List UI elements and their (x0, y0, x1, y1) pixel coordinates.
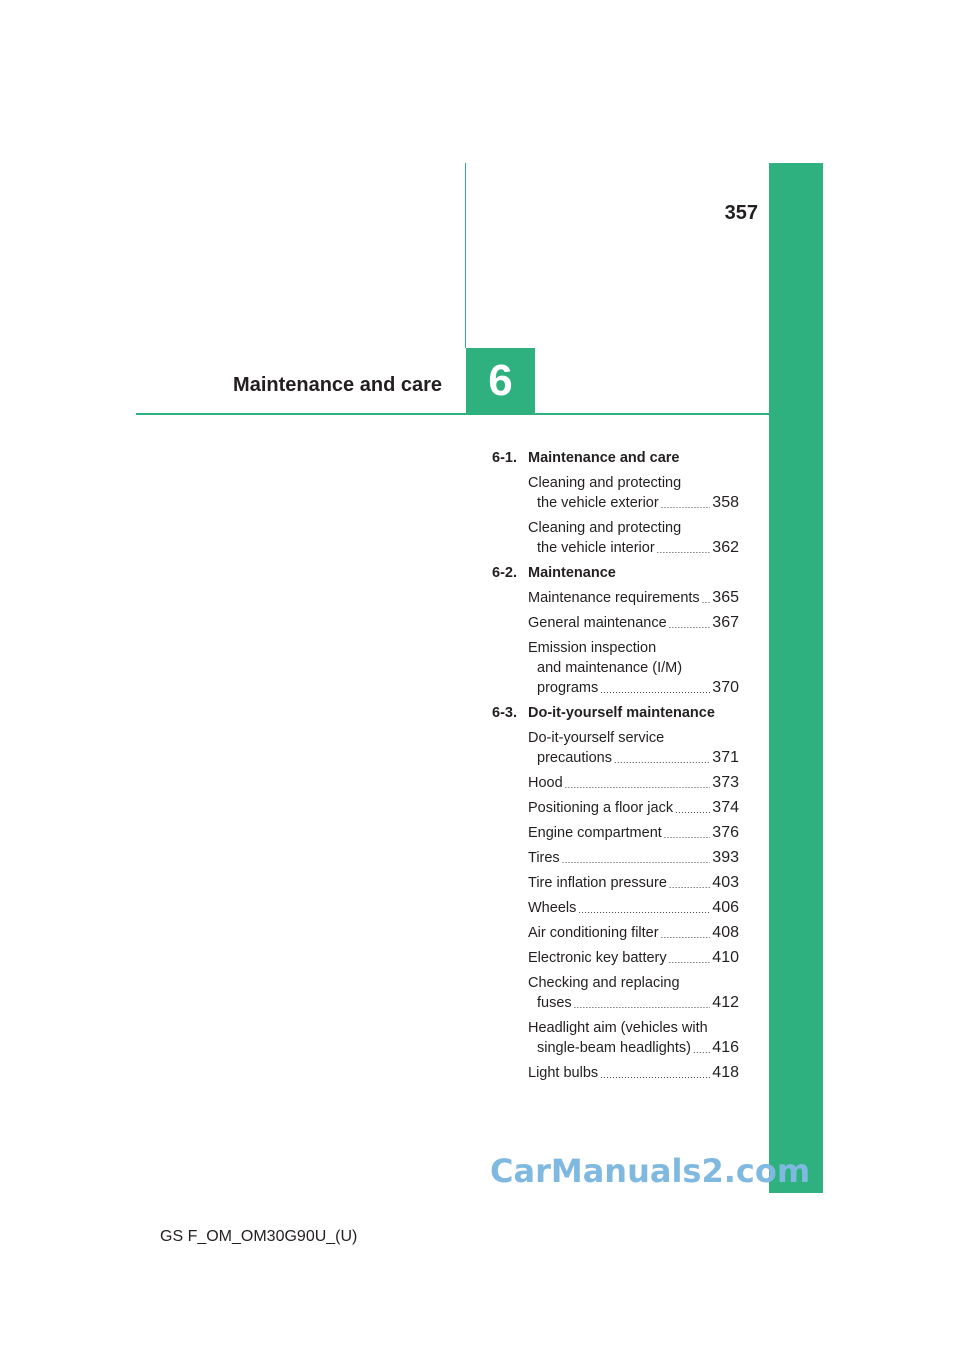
dot-leader (669, 952, 711, 968)
toc-page-number: 371 (712, 749, 739, 766)
toc-entry[interactable] (528, 798, 739, 818)
dot-leader (574, 997, 711, 1013)
toc-section-heading[interactable] (492, 563, 739, 583)
toc-page-number: 412 (712, 994, 739, 1011)
toc-entry-label-line: General maintenance (528, 615, 667, 631)
section-number: 6-1. (492, 450, 517, 466)
toc-page-number: 376 (712, 824, 739, 841)
toc-entry-label-line: Tires (528, 850, 560, 866)
toc-entry-label-line: Checking and replacing (528, 975, 680, 991)
toc-entry[interactable] (528, 773, 739, 793)
toc-entry-label-line: Cleaning and protecting (528, 520, 682, 536)
dot-leader (565, 777, 711, 793)
toc-entry-label-line: single-beam headlights) (537, 1040, 691, 1056)
section-title: Do-it-yourself maintenance (528, 705, 715, 721)
dot-leader (702, 592, 711, 608)
toc-entry-label-line: Wheels (528, 900, 577, 916)
header-vertical-rule (465, 163, 466, 348)
dot-leader (562, 852, 711, 868)
toc-entry[interactable] (528, 973, 739, 1013)
dot-leader (675, 802, 710, 818)
chapter-sidebar-tab (769, 163, 823, 1193)
toc-entry[interactable] (528, 873, 739, 893)
toc-entry-label-line: Do-it-yourself service (528, 730, 665, 746)
toc-page-number: 406 (712, 899, 739, 916)
footer-doc-code: GS F_OM_OM30G90U_(U) (160, 1228, 358, 1245)
toc-entry-label-line: Cleaning and protecting (528, 475, 682, 491)
toc-entry-label-line: Tire inflation pressure (528, 875, 667, 891)
section-title: Maintenance and care (528, 450, 680, 466)
dot-leader (614, 752, 710, 768)
toc-entry-label-line: and maintenance (I/M) (537, 660, 683, 676)
toc-entry-label-line: Air conditioning filter (528, 925, 659, 941)
toc-page-number: 367 (712, 614, 739, 631)
dot-leader (661, 497, 711, 513)
toc-entry-label-line: precautions (537, 750, 612, 766)
toc-entry-label-line: Headlight aim (vehicles with (528, 1020, 708, 1036)
dot-leader (669, 617, 711, 633)
toc-page-number: 370 (712, 679, 739, 696)
dot-leader (669, 877, 710, 893)
toc-entry[interactable] (528, 613, 739, 633)
toc-entry-label-line: Hood (528, 775, 563, 791)
dot-leader (664, 827, 711, 843)
dot-leader (600, 1067, 710, 1083)
header-rule (136, 413, 770, 415)
toc-entry[interactable] (528, 473, 739, 513)
toc-entry-label-line: Light bulbs (528, 1065, 599, 1081)
toc-entry-label-line: programs (537, 680, 599, 696)
watermark-logo: CarManuals2.com (490, 1152, 811, 1190)
toc-entry-label-line: Electronic key battery (528, 950, 667, 966)
toc-page-number: 408 (712, 924, 739, 941)
toc-entry-label-line: Positioning a floor jack (528, 800, 674, 816)
toc-entry[interactable] (528, 728, 739, 768)
toc-entry[interactable] (528, 518, 739, 558)
section-number: 6-3. (492, 705, 517, 721)
section-number: 6-2. (492, 565, 517, 581)
toc-entry[interactable] (528, 588, 739, 608)
toc-page-number: 358 (712, 494, 739, 511)
toc-entry-label-line: fuses (537, 995, 572, 1011)
toc-page-number: 416 (712, 1039, 739, 1056)
toc-page-number: 403 (712, 874, 739, 891)
toc-entry[interactable] (528, 898, 739, 918)
toc-entry-label-line: the vehicle interior (537, 540, 655, 556)
dot-leader (693, 1042, 710, 1058)
toc-page-number: 418 (712, 1064, 739, 1081)
toc-page-number: 362 (712, 539, 739, 556)
page-number: 357 (724, 202, 758, 224)
toc-entry-label-line: Maintenance requirements (528, 590, 700, 606)
chapter-number-badge: 6 (466, 348, 535, 414)
toc-entry[interactable] (528, 1063, 739, 1083)
toc-entry-label-line: Emission inspection (528, 640, 657, 656)
toc-section-heading[interactable] (492, 703, 739, 723)
dot-leader (578, 902, 710, 918)
toc-entry[interactable] (528, 1018, 739, 1058)
toc-section-heading[interactable] (492, 448, 739, 468)
toc-page-number: 374 (712, 799, 739, 816)
toc-page-number: 365 (712, 589, 739, 606)
toc-entry[interactable] (528, 823, 739, 843)
toc-entry-label-line: Engine compartment (528, 825, 662, 841)
toc-entry[interactable] (528, 948, 739, 968)
section-title: Maintenance (528, 565, 616, 581)
toc-entry[interactable] (528, 638, 739, 698)
toc-entry-label-line: the vehicle exterior (537, 495, 659, 511)
table-of-contents (492, 448, 739, 1083)
toc-page-number: 410 (712, 949, 739, 966)
dot-leader (600, 682, 710, 698)
toc-page-number: 373 (712, 774, 739, 791)
dot-leader (657, 542, 711, 558)
dot-leader (661, 927, 711, 943)
chapter-title: Maintenance and care (233, 374, 442, 396)
toc-entry[interactable] (528, 848, 739, 868)
toc-entry[interactable] (528, 923, 739, 943)
toc-page-number: 393 (712, 849, 739, 866)
